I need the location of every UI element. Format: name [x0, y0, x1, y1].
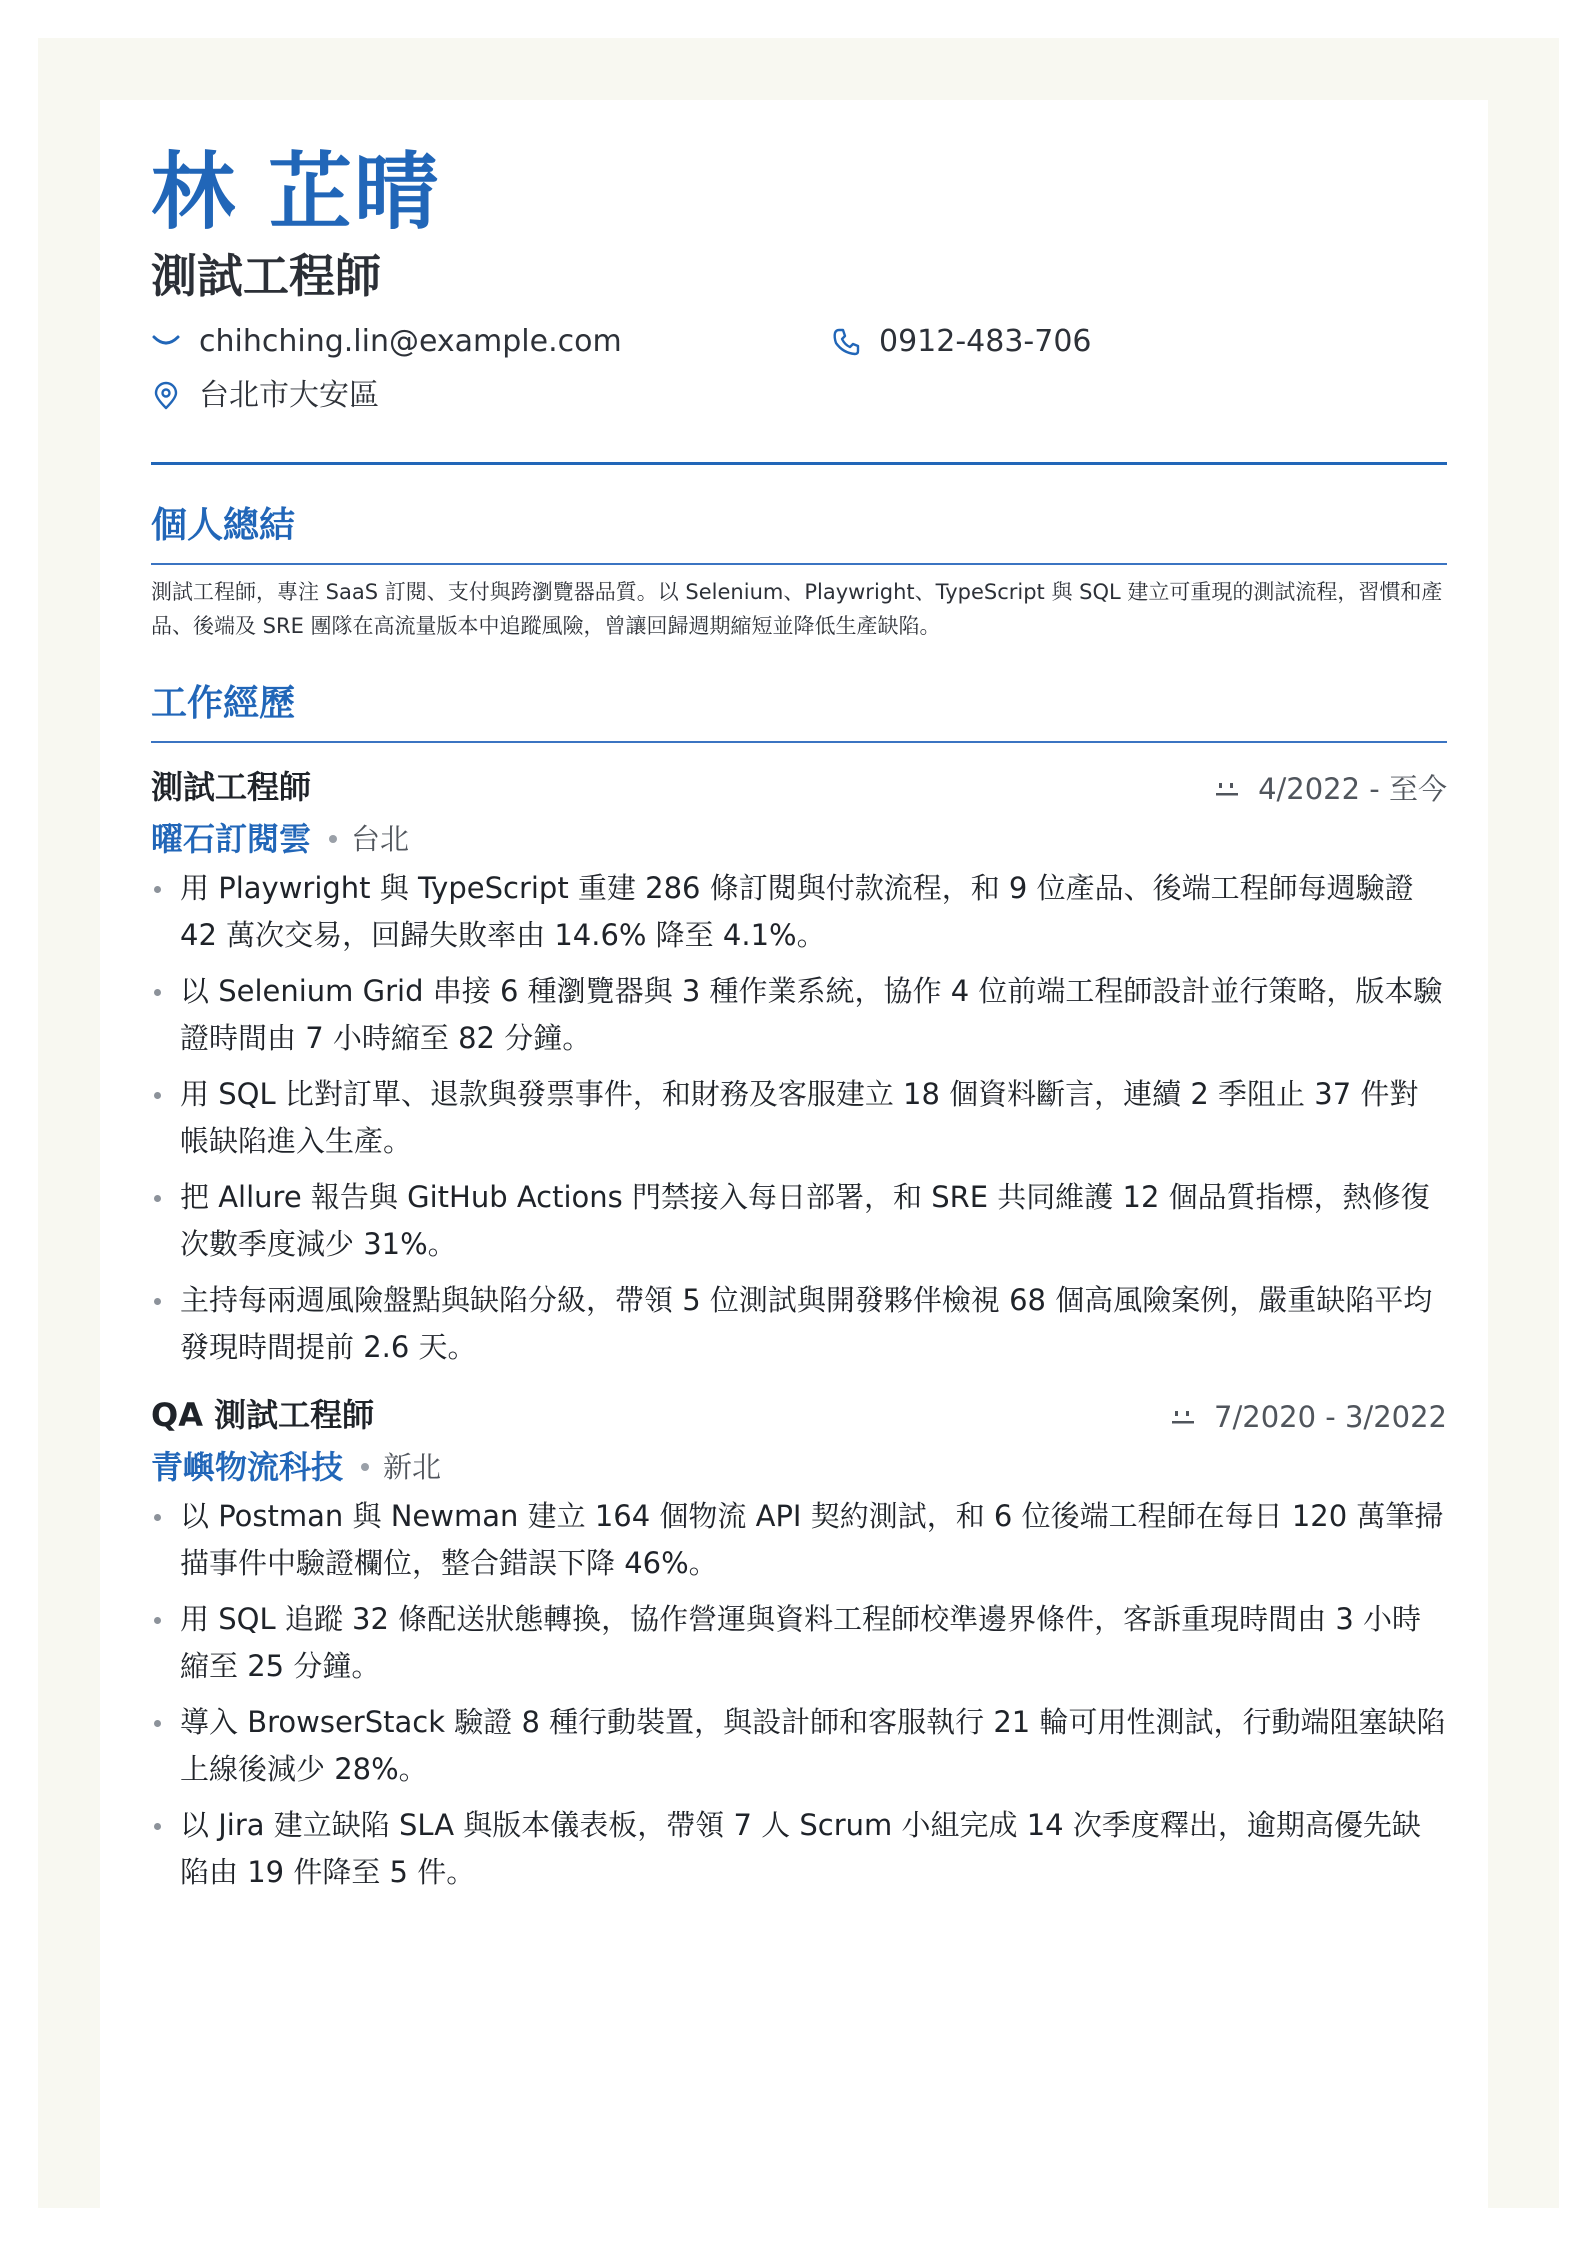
- list-item: [151, 865, 1447, 959]
- summary-divider: [151, 563, 1447, 565]
- map-pin-icon: [151, 381, 181, 411]
- bullet-text: 把 Allure 報告與 GitHub Actions 門禁接入每日部署，和 SRE 共同維護 12 個品質指標，熱修復次數季度減少 31%。: [180, 1180, 1430, 1261]
- phone-icon: [831, 327, 861, 357]
- bullet-dot: [154, 1514, 161, 1521]
- job-entry: [151, 765, 1447, 1371]
- separator-dot: [329, 835, 337, 843]
- bullet-dot: [154, 1298, 161, 1305]
- bullet-dot: [154, 1617, 161, 1624]
- list-item: [151, 1493, 1447, 1587]
- bullet-text: 以 Jira 建立缺陷 SLA 與版本儀表板，帶領 7 人 Scrum 小組完成 14 次季度釋出，逾期高優先缺陷由 19 件降至 5 件。: [180, 1808, 1421, 1889]
- phone-text: 0912-483-706: [879, 324, 1092, 359]
- bullet-dot: [154, 989, 161, 996]
- job-entry: [151, 1393, 1447, 1896]
- job-bullets: [151, 865, 1447, 1371]
- summary-heading: 個人總結: [151, 505, 296, 546]
- candidate-name: 林 芷晴: [151, 143, 441, 241]
- list-item: [151, 1699, 1447, 1793]
- job-date: [1216, 769, 1447, 809]
- bullet-dot: [154, 886, 161, 893]
- job-company: 青嶼物流科技: [151, 1448, 344, 1486]
- list-item: [151, 968, 1447, 1062]
- experience-heading: 工作經歷: [151, 683, 296, 724]
- job-date-text: 7/2020 - 3/2022: [1214, 1400, 1447, 1434]
- experience-divider: [151, 741, 1447, 743]
- job-date: [1172, 1397, 1447, 1437]
- list-item: [151, 1596, 1447, 1690]
- job-company: 曜石訂閱雲: [151, 820, 312, 858]
- job-bullets: [151, 1493, 1447, 1896]
- header-divider: [151, 462, 1447, 465]
- resume-content: [151, 140, 1447, 1905]
- location-text: 台北市大安區: [199, 378, 379, 413]
- bullet-text: 導入 BrowserStack 驗證 8 種行動裝置，與設計師和客服執行 21 輪可用性測試，行動端阻塞缺陷上線後減少 28%。: [180, 1705, 1446, 1786]
- bullet-dot: [154, 1720, 161, 1727]
- job-location: 台北: [351, 822, 410, 856]
- separator-dot: [361, 1463, 369, 1471]
- contact-email[interactable]: [151, 322, 831, 362]
- job-title: QA 測試工程師: [151, 1396, 375, 1434]
- job-date-text: 4/2022 - 至今: [1258, 772, 1447, 806]
- bullet-dot: [154, 1823, 161, 1830]
- summary-text: 測試工程師，專注 SaaS 訂閱、支付與跨瀏覽器品質。以 Selenium、Playwright、TypeScript 與 SQL 建立可重現的測試流程，習慣和產品、後端及 SRE 團隊在高流量版本中追蹤風險，曾讓回歸週期縮短並降低生產缺陷。: [151, 580, 1443, 638]
- list-item: [151, 1071, 1447, 1165]
- bullet-dot: [154, 1092, 161, 1099]
- calendar-icon: [1172, 1409, 1194, 1425]
- contact-info: [151, 322, 1447, 416]
- bullet-text: 以 Postman 與 Newman 建立 164 個物流 API 契約測試，和 6 位後端工程師在每日 120 萬筆掃描事件中驗證欄位，整合錯誤下降 46%。: [180, 1499, 1444, 1580]
- contact-phone[interactable]: [831, 322, 1447, 362]
- bullet-text: 以 Selenium Grid 串接 6 種瀏覽器與 3 種作業系統，協作 4 位前端工程師設計並行策略，版本驗證時間由 7 小時縮至 82 分鐘。: [180, 974, 1443, 1055]
- chevron-down-icon: [151, 327, 181, 357]
- bullet-text: 用 SQL 追蹤 32 條配送狀態轉換，協作營運與資料工程師校準邊界條件，客訴重現時間由 3 小時縮至 25 分鐘。: [180, 1602, 1422, 1683]
- contact-location: [151, 376, 831, 416]
- bullet-dot: [154, 1195, 161, 1202]
- candidate-title: 測試工程師: [151, 249, 381, 303]
- list-item: [151, 1277, 1447, 1371]
- email-text: chihching.lin@example.com: [199, 324, 622, 359]
- list-item: [151, 1802, 1447, 1896]
- job-title: 測試工程師: [151, 768, 312, 806]
- bullet-text: 用 SQL 比對訂單、退款與發票事件，和財務及客服建立 18 個資料斷言，連續 2 季阻止 37 件對帳缺陷進入生產。: [180, 1077, 1419, 1158]
- calendar-icon: [1216, 781, 1238, 797]
- bullet-text: 用 Playwright 與 TypeScript 重建 286 條訂閱與付款流程，和 9 位產品、後端工程師每週驗證 42 萬次交易，回歸失敗率由 14.6% 降至 4.1%。: [180, 871, 1414, 952]
- bullet-text: 主持每兩週風險盤點與缺陷分級，帶領 5 位測試與開發夥伴檢視 68 個高風險案例，嚴重缺陷平均發現時間提前 2.6 天。: [180, 1283, 1433, 1364]
- list-item: [151, 1174, 1447, 1268]
- job-location: 新北: [383, 1450, 442, 1484]
